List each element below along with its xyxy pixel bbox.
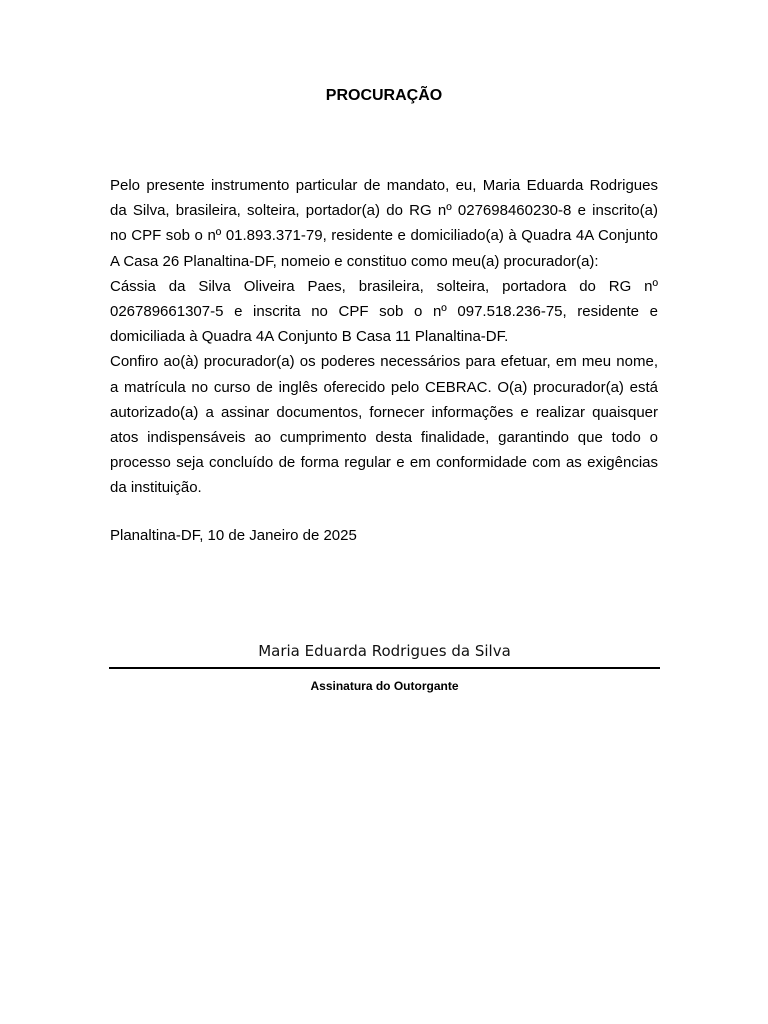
document-body xyxy=(110,173,658,501)
paragraph-attorney: Cássia da Silva Oliveira Paes, brasileira, solteira, portadora do RG nº 026789661307-5 e inscrita no CPF sob o nº 097.518.236-75, residente e domiciliada à Quadra 4A Conjunto B Casa 11 Planaltina-DF. xyxy=(110,277,658,346)
signature-line xyxy=(109,667,660,669)
signature-name: Maria Eduarda Rodrigues da Silva xyxy=(258,642,511,660)
place-and-date: Planaltina-DF, 10 de Janeiro de 2025 xyxy=(110,527,357,544)
document-title: PROCURAÇÃO xyxy=(325,87,443,104)
paragraph-powers: Confiro ao(à) procurador(a) os poderes necessários para efetuar, em meu nome, a matrícula no curso de inglês oferecido pelo CEBRAC. O(a) procurador(a) está autorizado(a) a assinar documentos, fornecer informações e realizar quaisquer atos indispensáveis ao cumprimento desta finalidade, garantindo que todo o processo seja concluído de forma regular e em conformidade com as exigências da instituição. xyxy=(110,353,658,497)
paragraph-grantor: Pelo presente instrumento particular de mandato, eu, Maria Eduarda Rodrigues da Silva, brasileira, solteira, portador(a) do RG nº 027698460230-8 e inscrito(a) no CPF sob o nº 01.893.371-79, residente e domiciliado(a) à Quadra 4A Conjunto A Casa 26 Planaltina-DF, nomeio e constituo como meu(a) procurador(a): xyxy=(110,177,658,270)
signature-label: Assinatura do Outorgante xyxy=(310,679,459,693)
